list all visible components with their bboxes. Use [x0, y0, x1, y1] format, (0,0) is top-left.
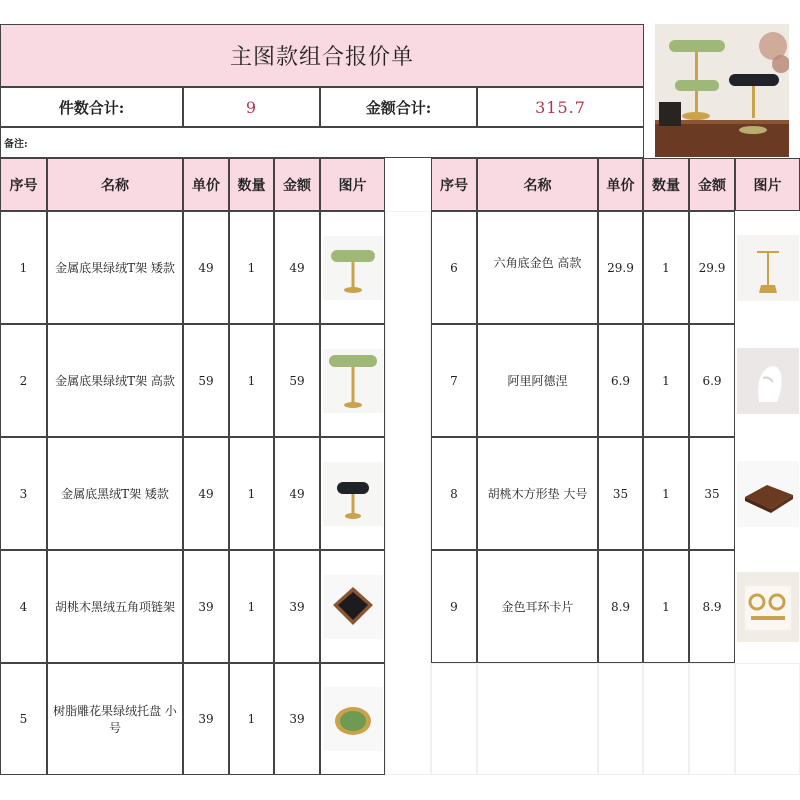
walnut-square-pad-icon: [737, 461, 799, 527]
row-8-qty: 1: [643, 437, 689, 550]
empty-cell: [431, 663, 477, 775]
header-name: 名称: [477, 158, 598, 211]
row-2-amount: 59: [274, 324, 320, 437]
row-8-price: 35: [598, 437, 643, 550]
header-price: 单价: [183, 158, 229, 211]
notes-label: 备注:: [4, 139, 28, 150]
row-6-qty: 1: [643, 211, 689, 324]
row-9-name: 金色耳环卡片: [477, 550, 598, 663]
row-1-amount: 49: [274, 211, 320, 324]
row-7-name: 阿里阿德涅: [477, 324, 598, 437]
amount-value: 315.7: [477, 87, 644, 127]
row-6-no: 6: [431, 211, 477, 324]
row-5-name: 树脂雕花果绿绒托盘 小号: [47, 663, 183, 775]
green-t-stand-icon: [323, 236, 383, 300]
row-9-qty: 1: [643, 550, 689, 663]
header-amount: 金额: [274, 158, 320, 211]
row-6-name: 六角底金色 高款: [477, 211, 598, 324]
row-1-price: 49: [183, 211, 229, 324]
row-1-qty: 1: [229, 211, 274, 324]
header-qty: 数量: [643, 158, 689, 211]
row-6-image: [735, 211, 800, 324]
row-2-price: 59: [183, 324, 229, 437]
green-tray-icon: [323, 687, 383, 751]
row-4-image: [320, 550, 385, 663]
row-3-amount: 49: [274, 437, 320, 550]
empty-cell: [689, 663, 735, 775]
row-7-price: 6.9: [598, 324, 643, 437]
row-3-price: 49: [183, 437, 229, 550]
header-image: 图片: [735, 158, 800, 211]
row-6-amount: 29.9: [689, 211, 735, 324]
row-3-name: 金属底黑绒T架 矮款: [47, 437, 183, 550]
gold-earring-card-icon: [737, 572, 799, 642]
empty-cell: [643, 663, 689, 775]
row-4-no: 4: [0, 550, 47, 663]
row-1-name: 金属底果绿绒T架 矮款: [47, 211, 183, 324]
header-image: 图片: [320, 158, 385, 211]
row-7-qty: 1: [643, 324, 689, 437]
walnut-necklace-stand-icon: [323, 575, 383, 639]
empty-cell: [735, 663, 800, 775]
row-9-image: [735, 550, 800, 663]
row-5-price: 39: [183, 663, 229, 775]
row-9-amount: 8.9: [689, 550, 735, 663]
row-3-qty: 1: [229, 437, 274, 550]
row-1-image: [320, 211, 385, 324]
amount-label: 金额合计:: [320, 87, 477, 127]
row-5-image: [320, 663, 385, 775]
row-4-amount: 39: [274, 550, 320, 663]
row-4-name: 胡桃木黑绒五角项链架: [47, 550, 183, 663]
row-2-qty: 1: [229, 324, 274, 437]
row-5-no: 5: [0, 663, 47, 775]
row-6-price: 29.9: [598, 211, 643, 324]
row-8-no: 8: [431, 437, 477, 550]
row-5-amount: 39: [274, 663, 320, 775]
row-5-qty: 1: [229, 663, 274, 775]
hero-photo: [655, 24, 789, 157]
count-label: 件数合计:: [0, 87, 183, 127]
row-3-no: 3: [0, 437, 47, 550]
row-4-price: 39: [183, 550, 229, 663]
row-4-qty: 1: [229, 550, 274, 663]
row-9-no: 9: [431, 550, 477, 663]
count-value: 9: [183, 87, 320, 127]
row-2-image: [320, 324, 385, 437]
header-no: 序号: [431, 158, 477, 211]
green-t-stand-tall-icon: [323, 349, 383, 413]
header-qty: 数量: [229, 158, 274, 211]
row-7-no: 7: [431, 324, 477, 437]
page-title: 主图款组合报价单: [0, 24, 644, 87]
white-sculpture-icon: [737, 348, 799, 414]
spacer-column: [385, 211, 431, 775]
header-name: 名称: [47, 158, 183, 211]
gold-earring-stand-icon: [737, 235, 799, 301]
header-amount: 金额: [689, 158, 735, 211]
row-8-name: 胡桃木方形垫 大号: [477, 437, 598, 550]
row-2-name: 金属底果绿绒T架 高款: [47, 324, 183, 437]
row-8-amount: 35: [689, 437, 735, 550]
row-9-price: 8.9: [598, 550, 643, 663]
header-no: 序号: [0, 158, 47, 211]
row-7-amount: 6.9: [689, 324, 735, 437]
row-2-no: 2: [0, 324, 47, 437]
notes-row: [0, 127, 644, 158]
empty-cell: [477, 663, 598, 775]
row-8-image: [735, 437, 800, 550]
header-price: 单价: [598, 158, 643, 211]
row-7-image: [735, 324, 800, 437]
row-1-no: 1: [0, 211, 47, 324]
row-3-image: [320, 437, 385, 550]
empty-cell: [598, 663, 643, 775]
black-t-stand-icon: [323, 462, 383, 526]
